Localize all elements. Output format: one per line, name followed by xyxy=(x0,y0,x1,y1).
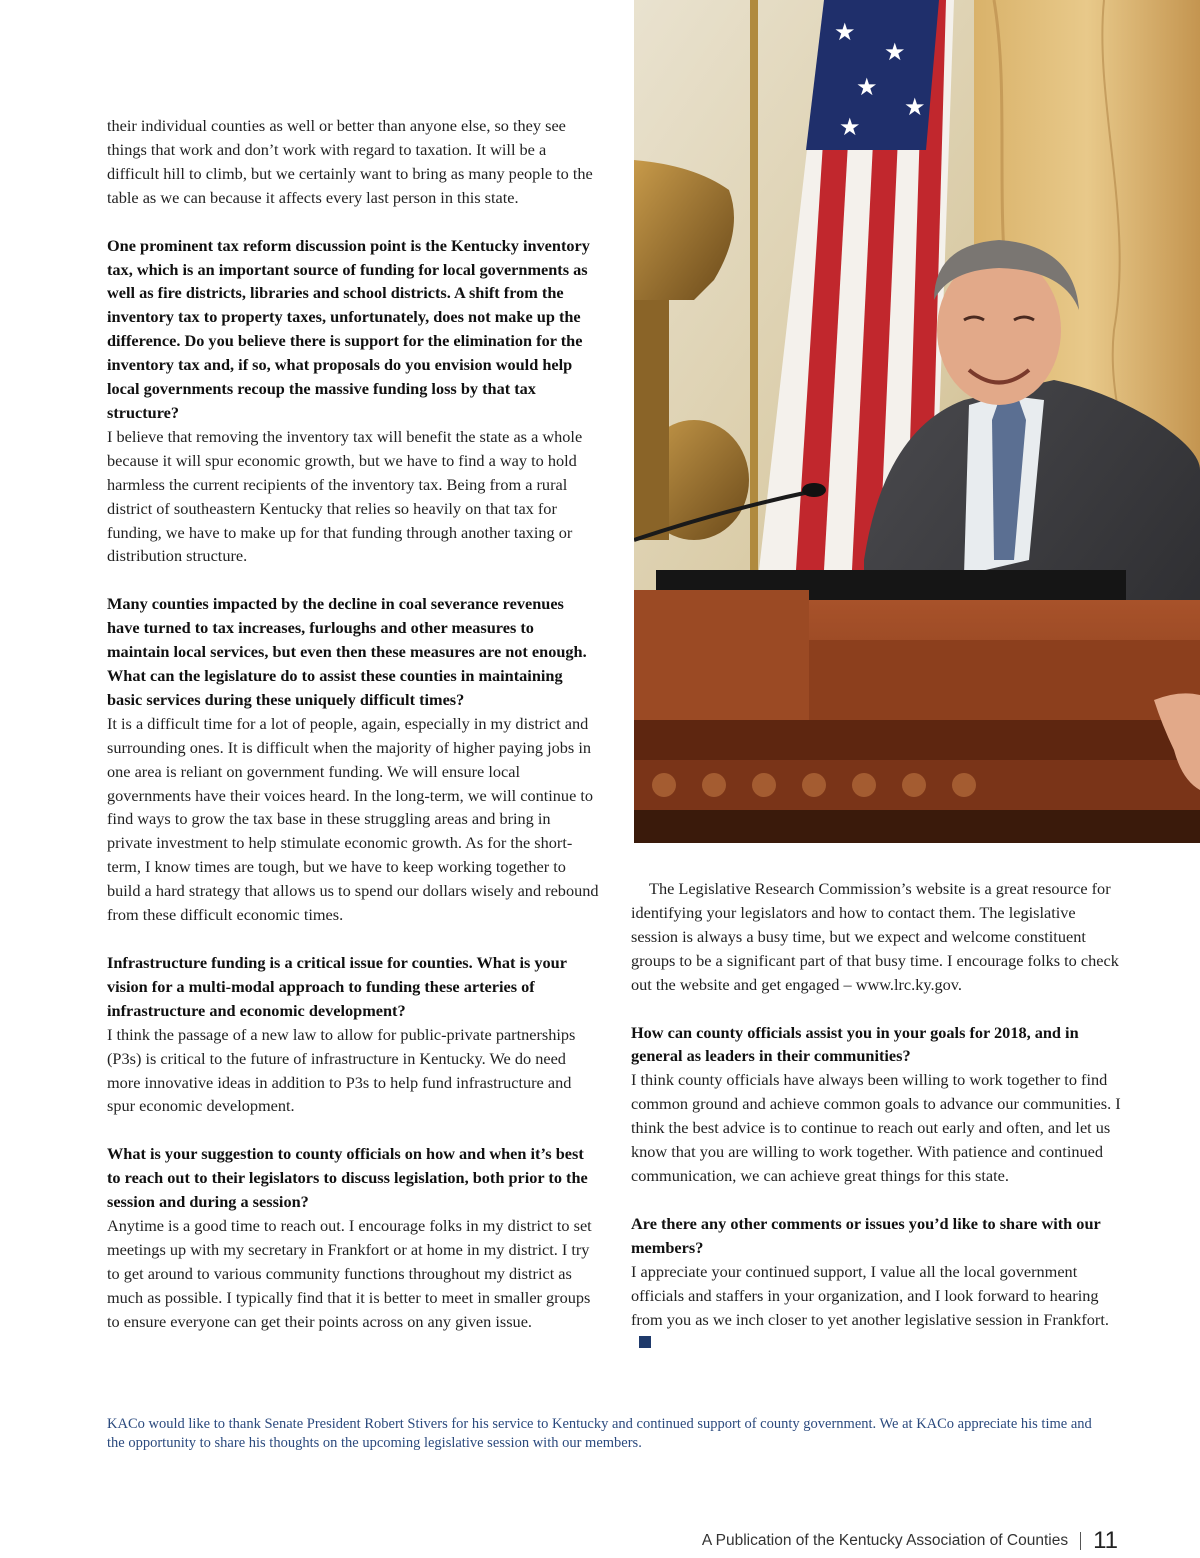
interview-answer: It is a difficult time for a lot of people, again, especially in my district and surrounding ones. It is difficult when the majority of higher paying jobs in one area is reliant on government funding. We will ensure local governments have their voices heard. In the long-term, we will continue to find ways to grow the tax base in these struggling areas and bring in private investment to help stimulate economic growth. As for the short-term, I know times are tough, but we have to keep working together to build a hard strategy that allows us to spend our dollars wisely and rebound from these difficult economic times. xyxy=(107,713,599,925)
interview-question: One prominent tax reform discussion point is the Kentucky inventory tax, which is an important source of funding for local governments as well as fire districts, libraries and school districts. A shift from the inventory tax to property taxes, unfortunately, does not make up the difference. Do you believe there is support for the elimination for the inventory tax and, if so, what proposals do you envision would help local governments recoup the massive funding loss by that tax structure? xyxy=(107,235,590,422)
end-of-article-mark xyxy=(639,1336,651,1348)
interview-answer: I think the passage of a new law to allow for public-private partnerships (P3s) is critical to the future of infrastructure in Kentucky. We do need more innovative ideas in addition to P3s to help fund infrastructure and spur economic development. xyxy=(107,1024,576,1116)
svg-text:★: ★ xyxy=(839,113,861,141)
svg-text:★: ★ xyxy=(856,73,878,101)
thanks-note: KACo would like to thank Senate President Robert Stivers for his service to Kentucky and continued support of county government. We at KACo appreciate his time and the opportunity to share his thoughts on the upcoming legislative session with our members. xyxy=(107,1416,1092,1451)
interview-question: Are there any other comments or issues you’d like to share with our members? xyxy=(631,1213,1101,1257)
interview-question: Many counties impacted by the decline in coal severance revenues have turned to tax increases, furloughs and other measures to maintain local services, but even then these measures are not enough. What can the legislature do to assist these counties in maintaining basic services during these uniquely difficult times? xyxy=(107,594,587,709)
right-column xyxy=(631,877,1123,1355)
svg-text:★: ★ xyxy=(884,38,906,66)
interview-answer xyxy=(631,1260,1123,1356)
body-paragraph: The Legislative Research Commission’s website is a great resource for identifying your legislators and how to contact them. The legislative session is always a busy time, but we expect and welcome constituent groups to be a significant part of that busy time. I encourage folks to check out the website and get engaged – www.lrc.ky.gov. xyxy=(631,879,1119,994)
interview-question: What is your suggestion to county officials on how and when it’s best to reach out to their legislators to discuss legislation, both prior to the session and during a session? xyxy=(107,1144,588,1212)
final-answer-text: I appreciate your continued support, I value all the local government officials and staffers in your organization, and I look forward to hearing from you as we inch closer to yet another legislative session in Frankfort. xyxy=(631,1261,1109,1329)
interview-answer: I believe that removing the inventory tax will benefit the state as a whole because it will spur economic growth, but we have to find a way to hold harmless the current recipients of the inventory tax. Being from a rural district of southeastern Kentucky that relies so heavily on that tax for funding, we have to make up for that funding through another taxing or distribution structure. xyxy=(107,426,583,566)
interview-question: Infrastructure funding is a critical issue for counties. What is your vision for a multi-modal approach to funding these arteries of infrastructure and economic development? xyxy=(107,953,567,1020)
senate-president-photo xyxy=(634,0,1200,843)
publication-name: A Publication of the Kentucky Association of Counties xyxy=(701,1532,1069,1549)
interview-question: How can county officials assist you in your goals for 2018, and in general as leaders in their communities? xyxy=(631,1022,1079,1066)
page-footer xyxy=(702,1527,1118,1555)
svg-text:★: ★ xyxy=(834,18,856,46)
interview-answer: I think county officials have always been willing to work together to find common ground and achieve common goals to advance our communities. I think the best advice is to continue to reach out early and often, and let us know that you are willing to work together. With patience and continued communication, we can achieve great things for this state. xyxy=(631,1070,1121,1185)
body-paragraph: their individual counties as well or better than anyone else, so they see things that work and don’t work with regard to taxation. It will be a difficult hill to climb, but we certainly want to bring as many people to the table as we can because it affects every last person in this state. xyxy=(107,116,593,207)
svg-text:★: ★ xyxy=(904,93,926,121)
footer-divider xyxy=(1080,1532,1081,1550)
left-column xyxy=(107,114,599,1334)
interview-answer: Anytime is a good time to reach out. I encourage folks in my district to set meetings up with my secretary in Frankfort or at home in my district. I try to get around to various community functions throughout my district as much as possible. I typically find that it is better to meet in smaller groups to ensure everyone can get their points across on any given issue. xyxy=(107,1216,592,1331)
page-number: 11 xyxy=(1093,1527,1118,1554)
